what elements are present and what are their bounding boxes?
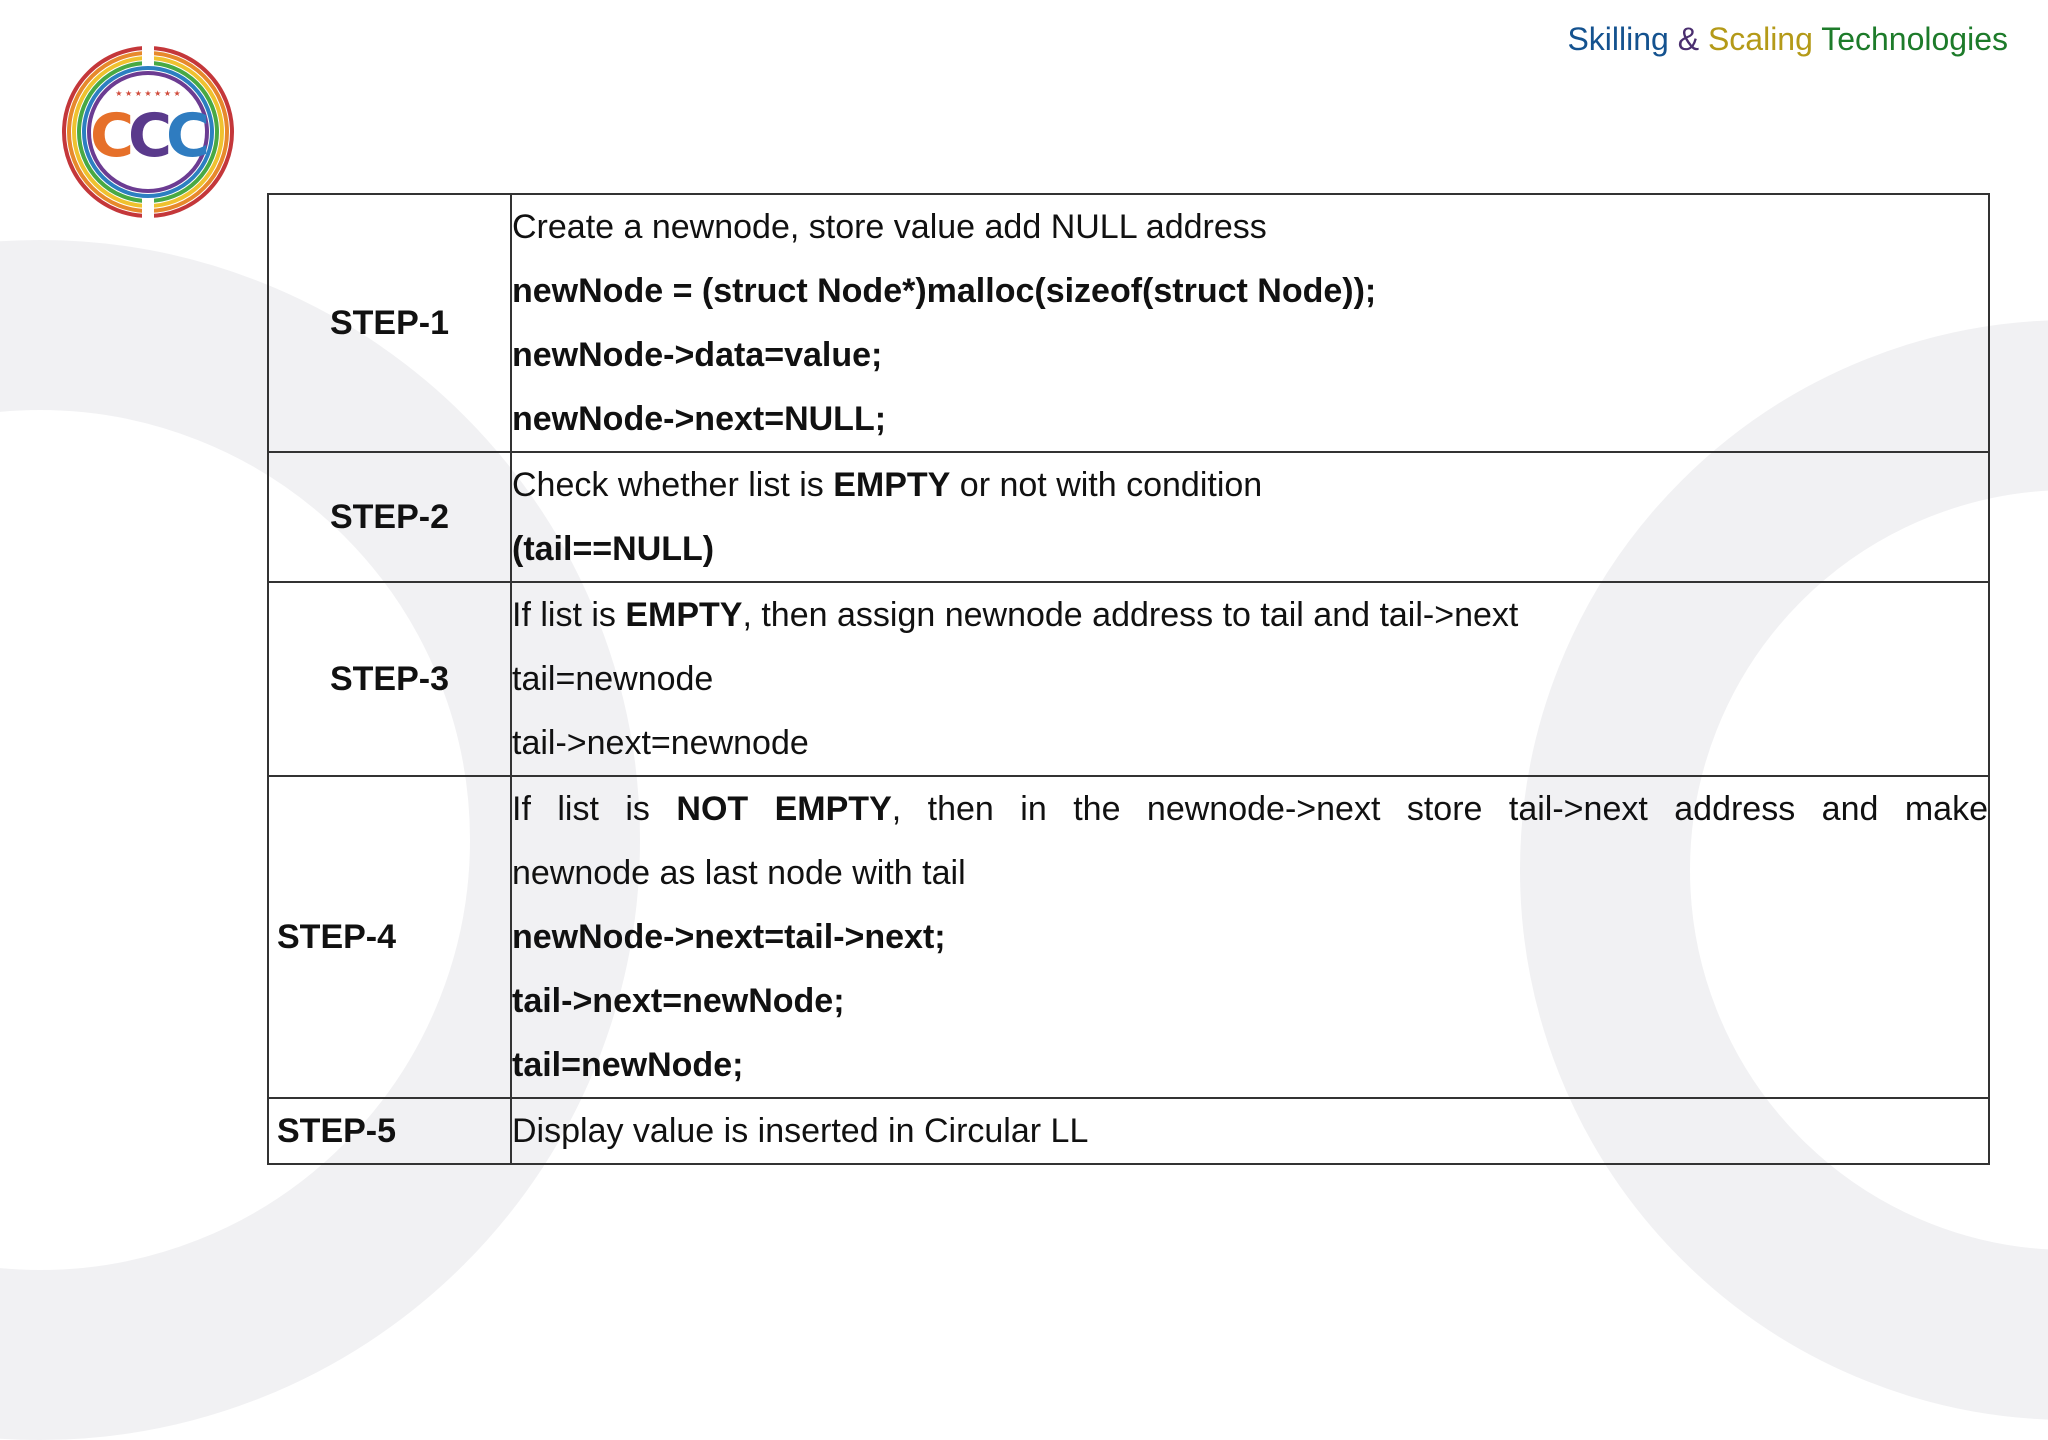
svg-text:C: C <box>90 101 135 171</box>
table-row <box>268 582 1989 776</box>
step-description <box>512 583 1988 647</box>
step-label: STEP-1 <box>268 194 511 452</box>
step-label: STEP-4 <box>268 776 511 1098</box>
description-text: , then assign newnode address to tail and tail->next <box>742 596 1519 634</box>
code-line: tail->next=newNode; <box>512 982 845 1020</box>
step-content <box>511 776 1989 1098</box>
code-line: newNode->data=value; <box>512 336 883 374</box>
code-line: newNode->next=tail->next; <box>512 918 946 956</box>
emphasis-text: EMPTY <box>833 466 951 504</box>
tagline-skilling: Skilling <box>1567 21 1669 57</box>
description-text: or not with condition <box>950 466 1263 504</box>
step-content <box>511 1098 1989 1164</box>
company-tagline <box>1567 18 2008 60</box>
table-row <box>268 1098 1989 1164</box>
step-description: Create a newnode, store value add NULL address <box>512 208 1267 246</box>
step-content <box>511 452 1989 582</box>
step-content <box>511 194 1989 452</box>
step-label: STEP-3 <box>268 582 511 776</box>
code-line: tail=newNode; <box>512 1046 744 1084</box>
svg-text:★ ★ ★ ★ ★ ★ ★: ★ ★ ★ ★ ★ ★ ★ <box>115 89 181 98</box>
code-line: newNode->next=NULL; <box>512 400 887 438</box>
tagline-technologies: Technologies <box>1821 21 2008 57</box>
step-description-continued: newnode as last node with tail <box>512 854 966 892</box>
code-line: (tail==NULL) <box>512 530 715 568</box>
description-text: If list is <box>512 596 626 634</box>
tagline-ampersand: & <box>1677 21 1700 57</box>
description-text: Check whether list is <box>512 466 834 504</box>
description-text: , then in the newnode->next store tail->next address and make <box>891 790 1989 828</box>
svg-text:C: C <box>166 101 211 171</box>
code-line: newNode = (struct Node*)malloc(sizeof(struct Node)); <box>512 272 1377 310</box>
plain-line: tail->next=newnode <box>512 724 809 762</box>
emphasis-text: EMPTY <box>625 596 743 634</box>
steps-table <box>267 193 1990 1165</box>
step-label: STEP-5 <box>268 1098 511 1164</box>
table-row <box>268 452 1989 582</box>
step-content <box>511 582 1989 776</box>
tagline-scaling: Scaling <box>1707 21 1813 57</box>
description-text: If list is <box>512 790 677 828</box>
step-description <box>512 777 1988 841</box>
ccc-logo <box>50 44 246 220</box>
step-description: Display value is inserted in Circular LL <box>512 1112 1089 1150</box>
step-label: STEP-2 <box>268 452 511 582</box>
table-row <box>268 776 1989 1098</box>
table-row <box>268 194 1989 452</box>
svg-text:C: C <box>128 101 173 171</box>
step-description <box>512 453 1988 517</box>
emphasis-text: NOT EMPTY <box>676 790 892 828</box>
plain-line: tail=newnode <box>512 660 714 698</box>
